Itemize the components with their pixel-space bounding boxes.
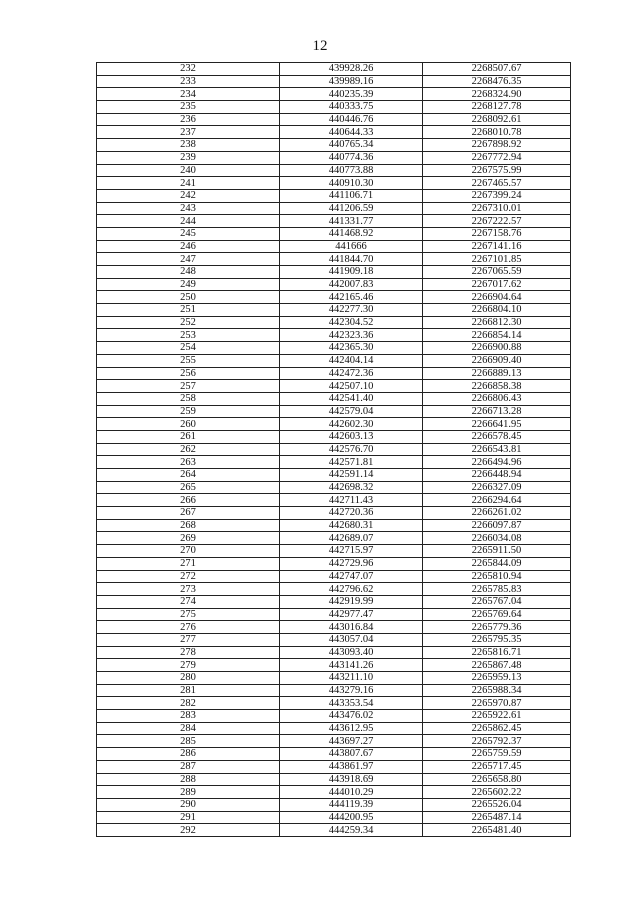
point-number-cell: 237 (97, 126, 280, 139)
y-coordinate-cell: 2265816.71 (423, 646, 571, 659)
point-number-cell: 259 (97, 405, 280, 418)
x-coordinate-cell: 443057.04 (280, 633, 423, 646)
table-row (97, 316, 571, 329)
x-coordinate-cell: 440910.30 (280, 177, 423, 190)
x-coordinate-cell: 443353.54 (280, 697, 423, 710)
table-row (97, 697, 571, 710)
point-number-cell: 241 (97, 177, 280, 190)
x-coordinate-cell: 443861.97 (280, 760, 423, 773)
y-coordinate-cell: 2268324.90 (423, 88, 571, 101)
coordinates-table-body (97, 63, 571, 837)
table-row (97, 557, 571, 570)
y-coordinate-cell: 2267399.24 (423, 189, 571, 202)
x-coordinate-cell: 439989.16 (280, 75, 423, 88)
x-coordinate-cell: 439928.26 (280, 63, 423, 76)
table-row (97, 621, 571, 634)
point-number-cell: 240 (97, 164, 280, 177)
table-row (97, 672, 571, 685)
y-coordinate-cell: 2265481.40 (423, 824, 571, 837)
point-number-cell: 273 (97, 583, 280, 596)
point-number-cell: 287 (97, 760, 280, 773)
point-number-cell: 266 (97, 494, 280, 507)
y-coordinate-cell: 2265988.34 (423, 684, 571, 697)
point-number-cell: 274 (97, 595, 280, 608)
table-row (97, 101, 571, 114)
y-coordinate-cell: 2265911.50 (423, 545, 571, 558)
y-coordinate-cell: 2265487.14 (423, 811, 571, 824)
x-coordinate-cell: 442541.40 (280, 392, 423, 405)
x-coordinate-cell: 441909.18 (280, 266, 423, 279)
point-number-cell: 283 (97, 710, 280, 723)
table-row (97, 760, 571, 773)
x-coordinate-cell: 444259.34 (280, 824, 423, 837)
table-row (97, 354, 571, 367)
table-row (97, 291, 571, 304)
table-row (97, 113, 571, 126)
point-number-cell: 263 (97, 456, 280, 469)
point-number-cell: 234 (97, 88, 280, 101)
y-coordinate-cell: 2265779.36 (423, 621, 571, 634)
table-row (97, 253, 571, 266)
table-row (97, 507, 571, 520)
point-number-cell: 281 (97, 684, 280, 697)
x-coordinate-cell: 442304.52 (280, 316, 423, 329)
x-coordinate-cell: 442698.32 (280, 481, 423, 494)
point-number-cell: 262 (97, 443, 280, 456)
y-coordinate-cell: 2266641.95 (423, 418, 571, 431)
point-number-cell: 270 (97, 545, 280, 558)
y-coordinate-cell: 2265970.87 (423, 697, 571, 710)
point-number-cell: 292 (97, 824, 280, 837)
x-coordinate-cell: 442591.14 (280, 469, 423, 482)
table-row (97, 456, 571, 469)
point-number-cell: 278 (97, 646, 280, 659)
point-number-cell: 242 (97, 189, 280, 202)
table-row (97, 202, 571, 215)
table-row (97, 151, 571, 164)
point-number-cell: 250 (97, 291, 280, 304)
table-row (97, 595, 571, 608)
table-row (97, 88, 571, 101)
x-coordinate-cell: 442404.14 (280, 354, 423, 367)
y-coordinate-cell: 2266900.88 (423, 342, 571, 355)
table-row (97, 684, 571, 697)
x-coordinate-cell: 443476.02 (280, 710, 423, 723)
point-number-cell: 267 (97, 507, 280, 520)
table-row (97, 545, 571, 558)
x-coordinate-cell: 442571.81 (280, 456, 423, 469)
y-coordinate-cell: 2268507.67 (423, 63, 571, 76)
x-coordinate-cell: 443016.84 (280, 621, 423, 634)
table-row (97, 189, 571, 202)
y-coordinate-cell: 2266889.13 (423, 367, 571, 380)
y-coordinate-cell: 2267310.01 (423, 202, 571, 215)
point-number-cell: 256 (97, 367, 280, 380)
table-row (97, 430, 571, 443)
x-coordinate-cell: 444119.39 (280, 798, 423, 811)
y-coordinate-cell: 2267158.76 (423, 227, 571, 240)
table-row (97, 380, 571, 393)
point-number-cell: 253 (97, 329, 280, 342)
x-coordinate-cell: 443141.26 (280, 659, 423, 672)
x-coordinate-cell: 443093.40 (280, 646, 423, 659)
y-coordinate-cell: 2265717.45 (423, 760, 571, 773)
x-coordinate-cell: 440774.36 (280, 151, 423, 164)
point-number-cell: 264 (97, 469, 280, 482)
point-number-cell: 286 (97, 748, 280, 761)
point-number-cell: 247 (97, 253, 280, 266)
table-row (97, 735, 571, 748)
x-coordinate-cell: 442472.36 (280, 367, 423, 380)
point-number-cell: 249 (97, 278, 280, 291)
y-coordinate-cell: 2266806.43 (423, 392, 571, 405)
point-number-cell: 257 (97, 380, 280, 393)
table-row (97, 469, 571, 482)
table-row (97, 126, 571, 139)
x-coordinate-cell: 442680.31 (280, 519, 423, 532)
x-coordinate-cell: 442603.13 (280, 430, 423, 443)
x-coordinate-cell: 444010.29 (280, 786, 423, 799)
y-coordinate-cell: 2265769.64 (423, 608, 571, 621)
y-coordinate-cell: 2266327.09 (423, 481, 571, 494)
y-coordinate-cell: 2265602.22 (423, 786, 571, 799)
x-coordinate-cell: 442507.10 (280, 380, 423, 393)
table-row (97, 570, 571, 583)
x-coordinate-cell: 443697.27 (280, 735, 423, 748)
table-row (97, 824, 571, 837)
point-number-cell: 275 (97, 608, 280, 621)
x-coordinate-cell: 443612.95 (280, 722, 423, 735)
y-coordinate-cell: 2268010.78 (423, 126, 571, 139)
y-coordinate-cell: 2265867.48 (423, 659, 571, 672)
point-number-cell: 255 (97, 354, 280, 367)
table-row (97, 646, 571, 659)
table-row (97, 710, 571, 723)
point-number-cell: 252 (97, 316, 280, 329)
coordinates-table (96, 62, 571, 837)
point-number-cell: 261 (97, 430, 280, 443)
point-number-cell: 258 (97, 392, 280, 405)
point-number-cell: 272 (97, 570, 280, 583)
point-number-cell: 236 (97, 113, 280, 126)
x-coordinate-cell: 442323.36 (280, 329, 423, 342)
table-row (97, 722, 571, 735)
point-number-cell: 235 (97, 101, 280, 114)
point-number-cell: 232 (97, 63, 280, 76)
y-coordinate-cell: 2266713.28 (423, 405, 571, 418)
x-coordinate-cell: 442277.30 (280, 304, 423, 317)
table-row (97, 266, 571, 279)
point-number-cell: 265 (97, 481, 280, 494)
point-number-cell: 291 (97, 811, 280, 824)
point-number-cell: 290 (97, 798, 280, 811)
x-coordinate-cell: 442579.04 (280, 405, 423, 418)
table-row (97, 304, 571, 317)
x-coordinate-cell: 442365.30 (280, 342, 423, 355)
table-row (97, 748, 571, 761)
point-number-cell: 285 (97, 735, 280, 748)
y-coordinate-cell: 2266097.87 (423, 519, 571, 532)
page-number: 12 (312, 38, 328, 54)
y-coordinate-cell: 2266909.40 (423, 354, 571, 367)
y-coordinate-cell: 2266261.02 (423, 507, 571, 520)
point-number-cell: 239 (97, 151, 280, 164)
table-row (97, 75, 571, 88)
table-row (97, 177, 571, 190)
x-coordinate-cell: 442747.07 (280, 570, 423, 583)
table-row (97, 494, 571, 507)
x-coordinate-cell: 442007.83 (280, 278, 423, 291)
x-coordinate-cell: 442165.46 (280, 291, 423, 304)
table-row (97, 418, 571, 431)
point-number-cell: 269 (97, 532, 280, 545)
y-coordinate-cell: 2268092.61 (423, 113, 571, 126)
point-number-cell: 289 (97, 786, 280, 799)
y-coordinate-cell: 2267065.59 (423, 266, 571, 279)
y-coordinate-cell: 2265785.83 (423, 583, 571, 596)
table-row (97, 608, 571, 621)
x-coordinate-cell: 443918.69 (280, 773, 423, 786)
y-coordinate-cell: 2265526.04 (423, 798, 571, 811)
y-coordinate-cell: 2268476.35 (423, 75, 571, 88)
table-row (97, 278, 571, 291)
x-coordinate-cell: 440773.88 (280, 164, 423, 177)
y-coordinate-cell: 2266034.08 (423, 532, 571, 545)
table-row (97, 519, 571, 532)
point-number-cell: 238 (97, 139, 280, 152)
point-number-cell: 233 (97, 75, 280, 88)
y-coordinate-cell: 2267772.94 (423, 151, 571, 164)
y-coordinate-cell: 2266812.30 (423, 316, 571, 329)
x-coordinate-cell: 443211.10 (280, 672, 423, 685)
y-coordinate-cell: 2266858.38 (423, 380, 571, 393)
y-coordinate-cell: 2265810.94 (423, 570, 571, 583)
x-coordinate-cell: 440333.75 (280, 101, 423, 114)
x-coordinate-cell: 441844.70 (280, 253, 423, 266)
y-coordinate-cell: 2267141.16 (423, 240, 571, 253)
x-coordinate-cell: 442729.96 (280, 557, 423, 570)
y-coordinate-cell: 2267017.62 (423, 278, 571, 291)
table-row (97, 367, 571, 380)
table-row (97, 481, 571, 494)
point-number-cell: 260 (97, 418, 280, 431)
x-coordinate-cell: 442796.62 (280, 583, 423, 596)
table-row (97, 139, 571, 152)
table-row (97, 811, 571, 824)
y-coordinate-cell: 2267222.57 (423, 215, 571, 228)
y-coordinate-cell: 2266904.64 (423, 291, 571, 304)
y-coordinate-cell: 2266578.45 (423, 430, 571, 443)
table-row (97, 443, 571, 456)
y-coordinate-cell: 2266804.10 (423, 304, 571, 317)
x-coordinate-cell: 440644.33 (280, 126, 423, 139)
point-number-cell: 248 (97, 266, 280, 279)
point-number-cell: 246 (97, 240, 280, 253)
point-number-cell: 288 (97, 773, 280, 786)
y-coordinate-cell: 2265658.80 (423, 773, 571, 786)
y-coordinate-cell: 2265759.59 (423, 748, 571, 761)
table-row (97, 215, 571, 228)
x-coordinate-cell: 440235.39 (280, 88, 423, 101)
x-coordinate-cell: 444200.95 (280, 811, 423, 824)
y-coordinate-cell: 2266854.14 (423, 329, 571, 342)
point-number-cell: 279 (97, 659, 280, 672)
point-number-cell: 280 (97, 672, 280, 685)
x-coordinate-cell: 441206.59 (280, 202, 423, 215)
point-number-cell: 276 (97, 621, 280, 634)
x-coordinate-cell: 440765.34 (280, 139, 423, 152)
y-coordinate-cell: 2266494.96 (423, 456, 571, 469)
y-coordinate-cell: 2265844.09 (423, 557, 571, 570)
y-coordinate-cell: 2265959.13 (423, 672, 571, 685)
point-number-cell: 277 (97, 633, 280, 646)
x-coordinate-cell: 441468.92 (280, 227, 423, 240)
y-coordinate-cell: 2267575.99 (423, 164, 571, 177)
x-coordinate-cell: 440446.76 (280, 113, 423, 126)
y-coordinate-cell: 2265795.35 (423, 633, 571, 646)
point-number-cell: 284 (97, 722, 280, 735)
point-number-cell: 271 (97, 557, 280, 570)
point-number-cell: 282 (97, 697, 280, 710)
x-coordinate-cell: 442919.99 (280, 595, 423, 608)
table-row (97, 342, 571, 355)
table-row (97, 798, 571, 811)
y-coordinate-cell: 2268127.78 (423, 101, 571, 114)
x-coordinate-cell: 442715.97 (280, 545, 423, 558)
point-number-cell: 244 (97, 215, 280, 228)
y-coordinate-cell: 2265922.61 (423, 710, 571, 723)
table-row (97, 164, 571, 177)
table-row (97, 532, 571, 545)
x-coordinate-cell: 442720.36 (280, 507, 423, 520)
x-coordinate-cell: 443279.16 (280, 684, 423, 697)
point-number-cell: 254 (97, 342, 280, 355)
y-coordinate-cell: 2265792.37 (423, 735, 571, 748)
point-number-cell: 243 (97, 202, 280, 215)
table-row (97, 63, 571, 76)
table-row (97, 227, 571, 240)
y-coordinate-cell: 2267465.57 (423, 177, 571, 190)
x-coordinate-cell: 442977.47 (280, 608, 423, 621)
table-row (97, 633, 571, 646)
point-number-cell: 245 (97, 227, 280, 240)
x-coordinate-cell: 441106.71 (280, 189, 423, 202)
x-coordinate-cell: 441666 (280, 240, 423, 253)
table-row (97, 786, 571, 799)
table-row (97, 583, 571, 596)
table-row (97, 659, 571, 672)
table-row (97, 392, 571, 405)
y-coordinate-cell: 2267101.85 (423, 253, 571, 266)
y-coordinate-cell: 2266543.81 (423, 443, 571, 456)
table-row (97, 329, 571, 342)
y-coordinate-cell: 2265862.45 (423, 722, 571, 735)
table-row (97, 405, 571, 418)
x-coordinate-cell: 443807.67 (280, 748, 423, 761)
y-coordinate-cell: 2267898.92 (423, 139, 571, 152)
x-coordinate-cell: 442689.07 (280, 532, 423, 545)
point-number-cell: 251 (97, 304, 280, 317)
table-row (97, 240, 571, 253)
x-coordinate-cell: 442602.30 (280, 418, 423, 431)
y-coordinate-cell: 2265767.04 (423, 595, 571, 608)
y-coordinate-cell: 2266294.64 (423, 494, 571, 507)
x-coordinate-cell: 441331.77 (280, 215, 423, 228)
y-coordinate-cell: 2266448.94 (423, 469, 571, 482)
table-row (97, 773, 571, 786)
x-coordinate-cell: 442576.70 (280, 443, 423, 456)
x-coordinate-cell: 442711.43 (280, 494, 423, 507)
point-number-cell: 268 (97, 519, 280, 532)
